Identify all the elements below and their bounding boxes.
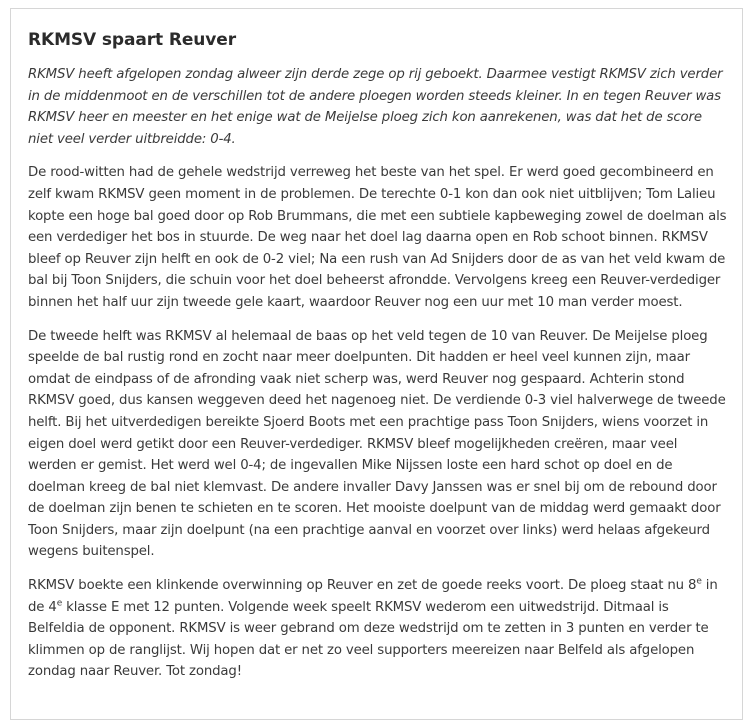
article-title: RKMSV spaart Reuver — [28, 30, 236, 50]
ordinal-suffix: e — [56, 598, 63, 609]
article-paragraph-first-half: De rood-witten had de gehele wedstrijd verreweg het beste van het spel. Er werd goed gecombineerd en zelf kwam RKMSV geen moment in de problemen. De terechte 0-1 kon dan ook niet uitblijven; Tom Lalieu kopte een hoge bal goed door op Rob Brummans, die met een subtiele kapbeweging zowel de doelman als een verdediger het bos in stuurde. De weg naar het doel lag daarna open en Rob schoot binnen. RKMSV bleef op Reuver zijn helft en ook de 0-2 viel; Na een rush van Ad Snijders door de as van het veld kwam de bal bij Toon Snijders, die schuin voor het doel beheerst afrondde. Vervolgens kreeg een Reuver-verdediger binnen het half uur zijn tweede gele kaart, waardoor Reuver nog een uur met 10 man verder moest. — [28, 165, 727, 310]
ordinal-suffix: e — [696, 576, 702, 587]
article — [28, 28, 728, 695]
conclusion-text-2: in de 4 — [28, 578, 718, 615]
conclusion-text-1: RKMSV boekte een klinkende overwinning op Reuver en zet de goede reeks voort. De ploeg staat nu 8 — [28, 578, 697, 594]
conclusion-text-3: klasse E met 12 punten. Volgende week speelt RKMSV wederom een uitwedstrijd. Ditmaal is Belfeldia de opponent. RKMSV is weer gebrand om deze wedstrijd om te zetten in 3 punten en verder te klimmen op de ranglijst. Wij hopen dat er net zo veel supporters meereizen naar Belfeld als afgelopen zondag naar Reuver. Tot zondag! — [28, 599, 709, 680]
article-intro: RKMSV heeft afgelopen zondag alweer zijn derde zege op rij geboekt. Daarmee vestigt RKMSV zich verder in de middenmoot en de verschillen tot de andere ploegen worden steeds kleiner. In en tegen Reuver was RKMSV heer en meester en het enige wat de Meijelse ploeg zich kon aanrekenen, was dat het de score niet veel verder uitbreidde: 0-4. — [28, 67, 723, 147]
article-paragraph-second-half: De tweede helft was RKMSV al helemaal de baas op het veld tegen de 10 van Reuver. De Meijelse ploeg speelde de bal rustig rond en zocht naar meer doelpunten. Dit hadden er heel veel kunnen zijn, maar omdat de eindpass of de afronding vaak niet scherp was, werd Reuver nog gespaard. Achterin stond RKMSV goed, dus kansen weggeven deed het nagenoeg niet. De verdiende 0-3 viel halverwege de tweede helft. Bij het uitverdedigen bereikte Sjoerd Boots met een prachtige pass Toon Snijders, wiens voorzet in eigen doel werd getikt door een Reuver-verdediger. RKMSV bleef mogelijkheden creëren, maar veel werden er gemist. Het werd wel 0-4; de ingevallen Mike Nijssen loste een hard schot op doel en de doelman kreeg de bal niet klemvast. De andere invaller Davy Janssen was er snel bij om de rebound door de doelman zijn benen te schieten en te scoren. Het mooiste doelpunt van de middag werd gemaakt door Toon Snijders, maar zijn doelpunt (na een prachtige aanval en voorzet over links) werd helaas afgekeurd wegens buitenspel. — [28, 328, 726, 560]
article-paragraph-conclusion — [28, 575, 728, 683]
